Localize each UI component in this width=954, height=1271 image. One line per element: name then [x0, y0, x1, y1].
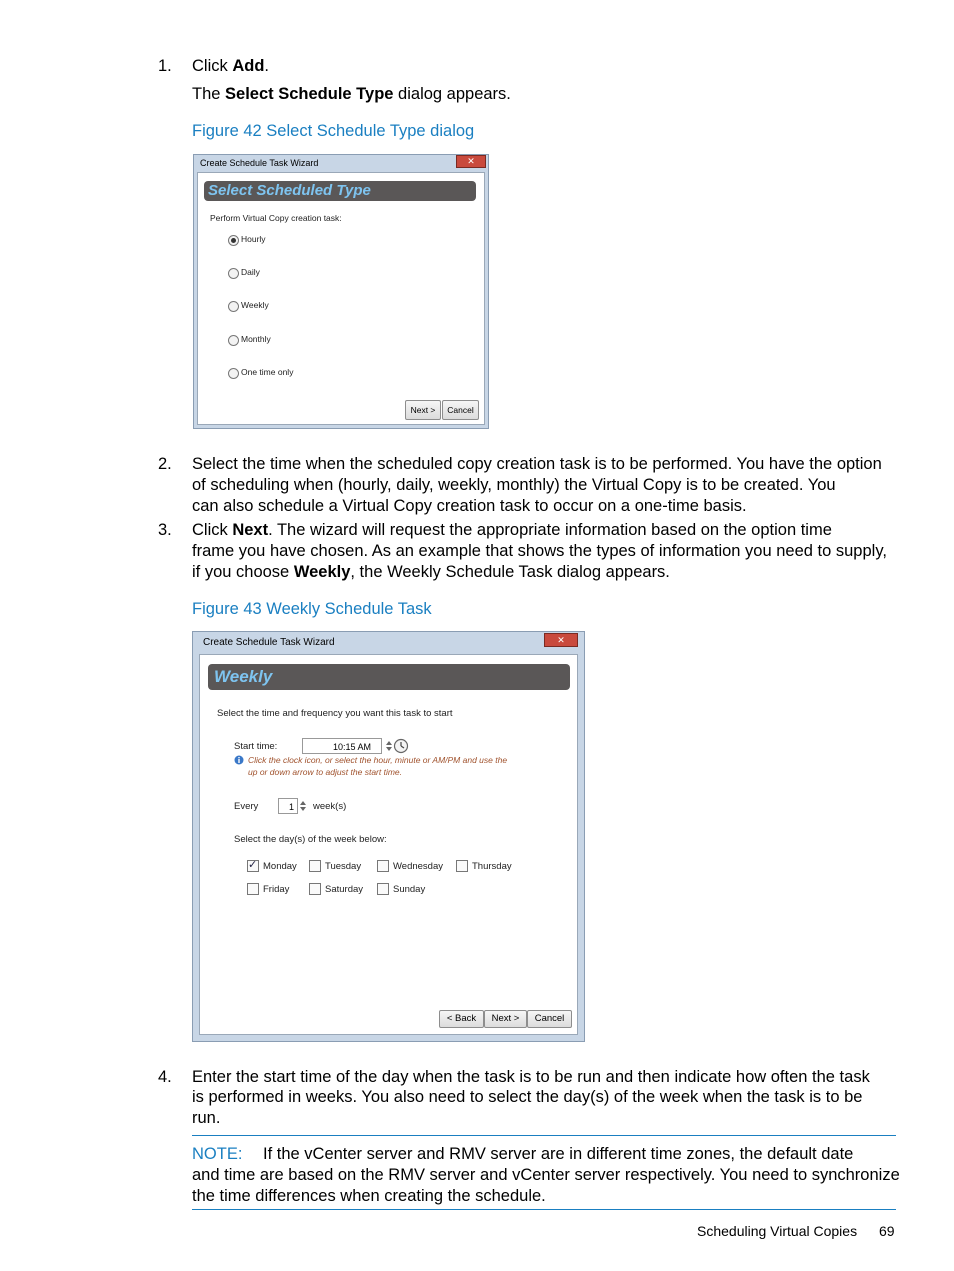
- radio-weekly[interactable]: [228, 301, 239, 312]
- days-prompt: Select the day(s) of the week below:: [234, 834, 387, 845]
- figure-caption: Figure 43 Weekly Schedule Task: [192, 600, 432, 618]
- close-icon[interactable]: ✕: [456, 155, 486, 168]
- note-text: the time differences when creating the schedule.: [192, 1187, 546, 1205]
- checkbox-wednesday[interactable]: [377, 860, 389, 872]
- checkbox-label: Wednesday: [393, 861, 443, 872]
- checkbox-label: Monday: [263, 861, 297, 872]
- dialog-title: Create Schedule Task Wizard: [203, 637, 335, 648]
- step-1-result: The Select Schedule Type dialog appears.: [192, 85, 511, 103]
- note-rule-bottom: [192, 1209, 896, 1210]
- checkbox-thursday[interactable]: [456, 860, 468, 872]
- page-number: 69: [879, 1223, 895, 1239]
- step-2-line: of scheduling when (hourly, daily, weekly, monthly) the Virtual Copy is to be created. You: [192, 476, 836, 494]
- select-schedule-type-dialog: [193, 154, 489, 429]
- next-button[interactable]: Next >: [405, 400, 441, 420]
- close-icon[interactable]: ✕: [544, 633, 578, 647]
- next-button[interactable]: Next >: [484, 1010, 527, 1028]
- hint-text: up or down arrow to adjust the start time.: [248, 767, 403, 777]
- checkbox-saturday[interactable]: [309, 883, 321, 895]
- every-stepper[interactable]: [298, 798, 308, 814]
- clock-icon[interactable]: [393, 738, 409, 754]
- dialog-prompt: Select the time and frequency you want this task to start: [217, 708, 453, 719]
- radio-label: One time only: [241, 367, 294, 377]
- step-4-line: run.: [192, 1109, 221, 1127]
- radio-label: Weekly: [241, 300, 269, 310]
- radio-daily[interactable]: [228, 268, 239, 279]
- checkbox-label: Tuesday: [325, 861, 362, 872]
- checkbox-label: Saturday: [325, 884, 364, 895]
- dialog-body: [197, 172, 485, 425]
- checkbox-label: Sunday: [393, 884, 426, 895]
- radio-label: Monthly: [241, 334, 271, 344]
- radio-one-time[interactable]: [228, 368, 239, 379]
- step-3-line: frame you have chosen. As an example that shows the types of information you need to supply,: [192, 542, 887, 560]
- dialog-banner: Weekly: [208, 664, 570, 690]
- radio-monthly[interactable]: [228, 335, 239, 346]
- dialog-body: [199, 654, 578, 1035]
- cancel-button[interactable]: Cancel: [527, 1010, 572, 1028]
- every-unit: week(s): [313, 801, 347, 812]
- footer-section: Scheduling Virtual Copies: [697, 1223, 858, 1239]
- checkbox-tuesday[interactable]: [309, 860, 321, 872]
- step-3-line: if you choose Weekly, the Weekly Schedule Task dialog appears.: [192, 563, 670, 581]
- dialog-title: Create Schedule Task Wizard: [200, 158, 319, 168]
- note-text: If the vCenter server and RMV server are in different time zones, the default date: [263, 1145, 854, 1163]
- start-time-field[interactable]: 10:15 AM: [302, 738, 382, 754]
- figure-caption: Figure 42 Select Schedule Type dialog: [192, 122, 475, 140]
- step-number: 3.: [158, 521, 172, 539]
- start-time-label: Start time:: [234, 741, 278, 752]
- radio-hourly[interactable]: [228, 235, 239, 246]
- step-2-line: can also schedule a Virtual Copy creation task to occur on a one-time basis.: [192, 497, 747, 515]
- radio-label: Daily: [241, 267, 260, 277]
- dialog-prompt: Perform Virtual Copy creation task:: [210, 213, 342, 223]
- checkbox-label: Friday: [263, 884, 290, 895]
- step-4-line: is performed in weeks. You also need to select the day(s) of the week when the task is to be: [192, 1088, 863, 1106]
- every-label: Every: [234, 801, 259, 812]
- step-2-line: Select the time when the scheduled copy creation task is to be performed. You have the option: [192, 455, 882, 473]
- checkbox-friday[interactable]: [247, 883, 259, 895]
- radio-label: Hourly: [241, 234, 266, 244]
- dialog-banner: Select Scheduled Type: [204, 181, 476, 201]
- note-text: and time are based on the RMV server and vCenter server respectively. You need to synchronize: [192, 1166, 900, 1184]
- weekly-schedule-dialog: [192, 631, 585, 1042]
- note-label: NOTE:: [192, 1145, 243, 1163]
- step-4-line: Enter the start time of the day when the task is to be run and then indicate how often the task: [192, 1068, 870, 1086]
- note-rule-top: [192, 1135, 896, 1136]
- hint-text: Click the clock icon, or select the hour, minute or AM/PM and use the: [248, 755, 508, 765]
- step-number: 4.: [158, 1068, 172, 1086]
- step-1-text: Click Add.: [192, 57, 270, 75]
- every-field[interactable]: 1: [278, 798, 298, 814]
- step-3-line: Click Next. The wizard will request the appropriate information based on the option time: [192, 521, 832, 539]
- back-button[interactable]: < Back: [439, 1010, 484, 1028]
- info-icon: [234, 755, 244, 765]
- checkbox-monday[interactable]: [247, 860, 259, 872]
- step-number: 1.: [158, 57, 172, 75]
- cancel-button[interactable]: Cancel: [442, 400, 479, 420]
- checkbox-label: Thursday: [472, 861, 512, 872]
- checkbox-sunday[interactable]: [377, 883, 389, 895]
- step-number: 2.: [158, 455, 172, 473]
